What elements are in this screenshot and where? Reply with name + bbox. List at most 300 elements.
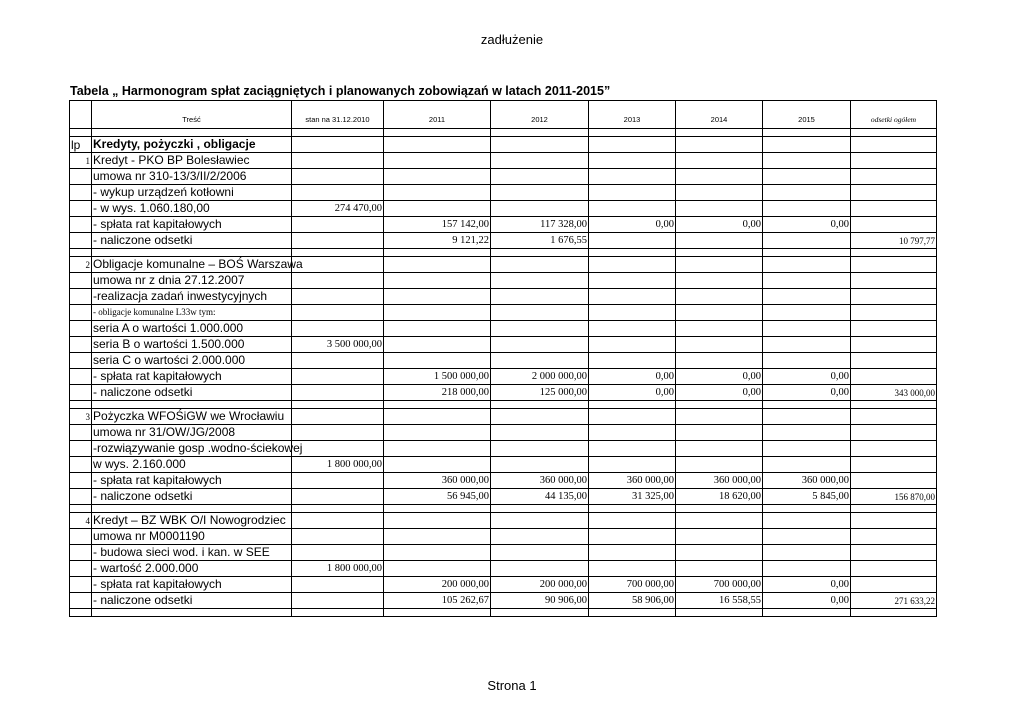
row-number [70,185,92,201]
cell-odsetki [851,473,937,489]
cell-y2013 [589,529,676,545]
cell-odsetki [851,513,937,529]
cell-stan [292,441,384,457]
cell-y2015 [763,185,851,201]
empty-cell [676,129,763,137]
row-description [92,337,292,353]
row-description [92,441,303,457]
cell-odsetki [851,153,937,169]
cell-stan [292,577,384,593]
cell-y2013 [589,513,676,529]
row-description-text: umowa nr 31/OW/JG/2008 [93,425,236,439]
row-description [92,137,292,153]
empty-cell [676,505,763,513]
cell-odsetki [851,217,937,233]
cell-stan [292,257,384,273]
empty-cell [292,129,384,137]
cell-y2015 [763,561,851,577]
cell-stan [292,137,384,153]
table-row [70,185,937,201]
row-description-text: Pożyczka WFOŚiGW we Wrocławiu [93,409,285,423]
cell-y2012 [491,545,589,561]
cell-y2012 [491,529,589,545]
cell-y2013 [589,169,676,185]
row-description [92,473,292,489]
cell-y2013 [589,233,676,249]
cell-y2015: 0,00 [763,217,851,233]
empty-cell [589,249,676,257]
cell-y2014 [676,305,763,321]
cell-y2014 [676,561,763,577]
cell-y2011 [384,137,491,153]
cell-y2011 [384,305,491,321]
row-description [92,593,292,609]
row-description [92,257,303,273]
empty-cell [491,129,589,137]
cell-y2015 [763,257,851,273]
cell-y2015 [763,425,851,441]
cell-y2015: 0,00 [763,577,851,593]
cell-y2014 [676,201,763,217]
cell-y2012 [491,353,589,369]
table-row [70,545,937,561]
cell-y2014: 0,00 [676,385,763,401]
row-description [92,385,292,401]
row-description [92,305,292,321]
page-header: zadłużenie [480,32,544,47]
table-row [70,289,937,305]
cell-y2013 [589,201,676,217]
separator-row [70,505,937,513]
cell-y2014 [676,137,763,153]
empty-cell [491,609,589,617]
cell-y2015 [763,529,851,545]
row-number [70,321,92,337]
row-number: 2 [70,257,92,273]
separator-row [70,249,937,257]
row-number [70,233,92,249]
cell-y2012 [491,153,589,169]
header-2011: 2011 [384,101,491,129]
row-number [70,441,92,457]
table-row [70,353,937,369]
row-description-text: - spłata rat kapitałowych [93,577,222,591]
table-row [70,473,937,489]
cell-odsetki [851,529,937,545]
cell-odsetki [851,337,937,353]
cell-stan [292,409,384,425]
cell-stan [292,529,384,545]
row-description [92,489,292,505]
cell-odsetki: 343 000,00 [851,385,937,401]
cell-odsetki [851,289,937,305]
cell-stan: 3 500 000,00 [292,337,384,353]
cell-y2013 [589,561,676,577]
empty-cell [70,249,92,257]
cell-y2014: 18 620,00 [676,489,763,505]
cell-y2011 [384,457,491,473]
cell-y2014: 700 000,00 [676,577,763,593]
row-number [70,305,92,321]
cell-y2013 [589,137,676,153]
table-row [70,369,937,385]
empty-cell [589,401,676,409]
cell-y2015 [763,233,851,249]
cell-y2014 [676,545,763,561]
cell-y2011 [384,289,491,305]
table-row [70,529,937,545]
cell-y2011 [384,409,491,425]
cell-y2015 [763,441,851,457]
row-description-text: -realizacja zadań inwestycyjnych [93,289,268,303]
cell-stan [292,425,384,441]
cell-odsetki: 10 797,77 [851,233,937,249]
empty-cell [763,609,851,617]
cell-y2015 [763,409,851,425]
cell-odsetki: 271 633,22 [851,593,937,609]
row-number [70,545,92,561]
cell-stan [292,273,384,289]
table-row [70,577,937,593]
empty-cell [92,609,292,617]
row-number: lp [70,137,92,153]
debt-schedule-table [69,100,937,617]
cell-stan [292,289,384,305]
cell-stan: 1 800 000,00 [292,457,384,473]
section-heading-row [70,137,937,153]
cell-y2015: 0,00 [763,593,851,609]
cell-y2015: 0,00 [763,385,851,401]
table-row [70,513,937,529]
cell-stan [292,369,384,385]
row-description [92,513,292,529]
table-row [70,561,937,577]
cell-odsetki [851,425,937,441]
cell-y2011 [384,561,491,577]
table-header-row [70,101,937,129]
cell-odsetki [851,545,937,561]
empty-cell [851,609,937,617]
cell-y2012: 44 135,00 [491,489,589,505]
row-description-text: umowa nr 310-13/3/II/2/2006 [93,169,247,183]
cell-y2012 [491,289,589,305]
cell-y2012 [491,185,589,201]
row-number [70,201,92,217]
row-description-text: seria B o wartości 1.500.000 [93,337,245,351]
empty-cell [676,249,763,257]
empty-cell [676,401,763,409]
table-row [70,201,937,217]
page-footer: Strona 1 [487,678,537,693]
row-description-text: - budowa sieci wod. i kan. w SEE [93,545,270,559]
cell-y2011: 218 000,00 [384,385,491,401]
cell-y2012 [491,273,589,289]
row-number [70,593,92,609]
empty-cell [851,129,937,137]
empty-cell [589,505,676,513]
empty-cell [292,401,384,409]
row-description-text: Obligacje komunalne – BOŚ Warszawa [93,257,303,271]
row-description [92,545,292,561]
cell-y2012 [491,337,589,353]
cell-y2011 [384,153,491,169]
row-description-text: - spłata rat kapitałowych [93,369,222,383]
header-2013: 2013 [589,101,676,129]
row-number [70,217,92,233]
row-description [92,561,292,577]
cell-y2013 [589,289,676,305]
cell-stan [292,169,384,185]
cell-y2011 [384,169,491,185]
row-description-text: -rozwiązywanie gosp .wodno-ściekowej [93,441,303,455]
cell-y2011: 56 945,00 [384,489,491,505]
cell-y2012 [491,321,589,337]
row-description [92,217,292,233]
row-number: 4 [70,513,92,529]
cell-y2012 [491,513,589,529]
row-description-text: - naliczone odsetki [93,593,193,607]
cell-y2012 [491,457,589,473]
cell-stan [292,473,384,489]
row-description [92,577,292,593]
empty-cell [70,401,92,409]
row-number [70,289,92,305]
header-2014: 2014 [676,101,763,129]
cell-odsetki [851,137,937,153]
row-description [92,409,292,425]
table-row [70,273,937,289]
cell-y2011 [384,353,491,369]
empty-cell [92,401,292,409]
cell-odsetki: 156 870,00 [851,489,937,505]
row-description-text: seria A o wartości 1.000.000 [93,321,244,335]
cell-y2012 [491,441,589,457]
cell-y2011 [384,513,491,529]
cell-y2011: 200 000,00 [384,577,491,593]
cell-y2014 [676,457,763,473]
table-row [70,489,937,505]
empty-cell [92,249,292,257]
cell-y2011 [384,425,491,441]
cell-y2012: 90 906,00 [491,593,589,609]
row-number: 3 [70,409,92,425]
cell-odsetki [851,201,937,217]
row-description-text: - wartość 2.000.000 [93,561,199,575]
cell-stan [292,385,384,401]
cell-stan [292,513,384,529]
row-description-text: - spłata rat kapitałowych [93,473,222,487]
row-description [92,273,292,289]
row-description [92,425,292,441]
row-description [92,321,292,337]
table-title: Tabela „ Harmonogram spłat zaciągniętych i planowanych zobowiązań w latach 2011-2015” [70,84,611,98]
cell-y2014 [676,441,763,457]
cell-y2015 [763,513,851,529]
row-description-text: - wykup urządzeń kotłowni [93,185,234,199]
cell-odsetki [851,185,937,201]
empty-cell [851,505,937,513]
table-row [70,441,937,457]
cell-y2015 [763,337,851,353]
cell-y2012 [491,137,589,153]
separator-row [70,401,937,409]
empty-cell [851,401,937,409]
row-number [70,561,92,577]
cell-odsetki [851,257,937,273]
row-description-text: umowa nr M0001190 [93,529,205,543]
cell-y2013: 0,00 [589,385,676,401]
cell-odsetki [851,409,937,425]
cell-y2012: 200 000,00 [491,577,589,593]
row-description [92,289,292,305]
cell-y2013 [589,305,676,321]
row-description [92,233,292,249]
cell-y2014 [676,337,763,353]
cell-y2011 [384,201,491,217]
cell-y2011: 1 500 000,00 [384,369,491,385]
table-row [70,385,937,401]
empty-cell [92,129,292,137]
row-description [92,529,292,545]
cell-y2013 [589,257,676,273]
row-number [70,369,92,385]
cell-y2013 [589,409,676,425]
cell-y2011: 105 262,67 [384,593,491,609]
cell-y2014: 0,00 [676,217,763,233]
table-row [70,305,937,321]
cell-y2012: 117 328,00 [491,217,589,233]
empty-cell [384,609,491,617]
cell-y2011 [384,529,491,545]
empty-cell [384,129,491,137]
cell-y2011 [384,337,491,353]
cell-stan: 1 800 000,00 [292,561,384,577]
empty-cell [589,129,676,137]
cell-stan: 274 470,00 [292,201,384,217]
cell-odsetki [851,457,937,473]
cell-stan [292,593,384,609]
separator-row [70,129,937,137]
row-description-text: - naliczone odsetki [93,385,193,399]
table-row [70,425,937,441]
cell-y2014 [676,425,763,441]
table-row [70,257,937,273]
empty-cell [92,505,292,513]
row-number [70,353,92,369]
empty-cell [70,505,92,513]
header-tresc: Treść [92,101,292,129]
empty-cell [292,249,384,257]
row-description-text: Kredyt - PKO BP Bolesławiec [93,153,250,167]
empty-cell [491,249,589,257]
row-number [70,457,92,473]
cell-odsetki [851,169,937,185]
cell-y2015 [763,273,851,289]
cell-stan [292,321,384,337]
cell-y2013 [589,441,676,457]
cell-stan [292,353,384,369]
row-number [70,473,92,489]
cell-y2014: 360 000,00 [676,473,763,489]
row-number [70,529,92,545]
cell-y2013: 700 000,00 [589,577,676,593]
header-odsetki: odsetki ogółem [851,101,937,129]
cell-y2015 [763,545,851,561]
cell-y2014 [676,353,763,369]
empty-cell [851,249,937,257]
cell-y2014 [676,257,763,273]
row-number [70,169,92,185]
cell-y2011 [384,441,491,457]
table-row [70,337,937,353]
table-row [70,233,937,249]
row-number: 1 [70,153,92,169]
empty-cell [763,249,851,257]
cell-y2015: 360 000,00 [763,473,851,489]
cell-y2014 [676,321,763,337]
table-row [70,321,937,337]
separator-row [70,609,937,617]
row-description-text: Kredyty, pożyczki , obligacje [93,137,256,151]
empty-cell [763,401,851,409]
cell-stan [292,185,384,201]
row-description-text: - obligacje komunalne L33w tym: [93,307,216,317]
cell-y2012: 360 000,00 [491,473,589,489]
header-lp [70,101,92,129]
row-number [70,489,92,505]
cell-y2014 [676,409,763,425]
cell-stan [292,153,384,169]
cell-y2012 [491,257,589,273]
table-row [70,217,937,233]
row-description-text: - naliczone odsetki [93,233,193,247]
cell-y2014: 0,00 [676,369,763,385]
header-stan: stan na 31.12.2010 [292,101,384,129]
cell-y2012 [491,305,589,321]
cell-y2013 [589,337,676,353]
cell-y2015 [763,137,851,153]
cell-odsetki [851,577,937,593]
cell-y2013: 31 325,00 [589,489,676,505]
empty-cell [491,401,589,409]
cell-y2012 [491,201,589,217]
cell-y2013: 0,00 [589,369,676,385]
cell-odsetki [851,353,937,369]
cell-y2015 [763,305,851,321]
row-description-text: w wys. 2.160.000 [93,457,186,471]
cell-odsetki [851,561,937,577]
row-description-text: - spłata rat kapitałowych [93,217,222,231]
cell-y2015 [763,289,851,305]
row-description [92,153,292,169]
cell-y2015 [763,201,851,217]
empty-cell [384,401,491,409]
row-number [70,425,92,441]
row-description [92,457,292,473]
cell-y2013: 58 906,00 [589,593,676,609]
table-row [70,409,937,425]
table-row [70,153,937,169]
cell-stan [292,489,384,505]
cell-y2011 [384,273,491,289]
row-description-text: Kredyt – BZ WBK O/I Nowogrodziec [93,513,286,527]
cell-y2015 [763,169,851,185]
cell-y2013 [589,273,676,289]
row-description-text: seria C o wartości 2.000.000 [93,353,246,367]
cell-y2012: 1 676,55 [491,233,589,249]
cell-y2011 [384,257,491,273]
cell-y2013: 360 000,00 [589,473,676,489]
